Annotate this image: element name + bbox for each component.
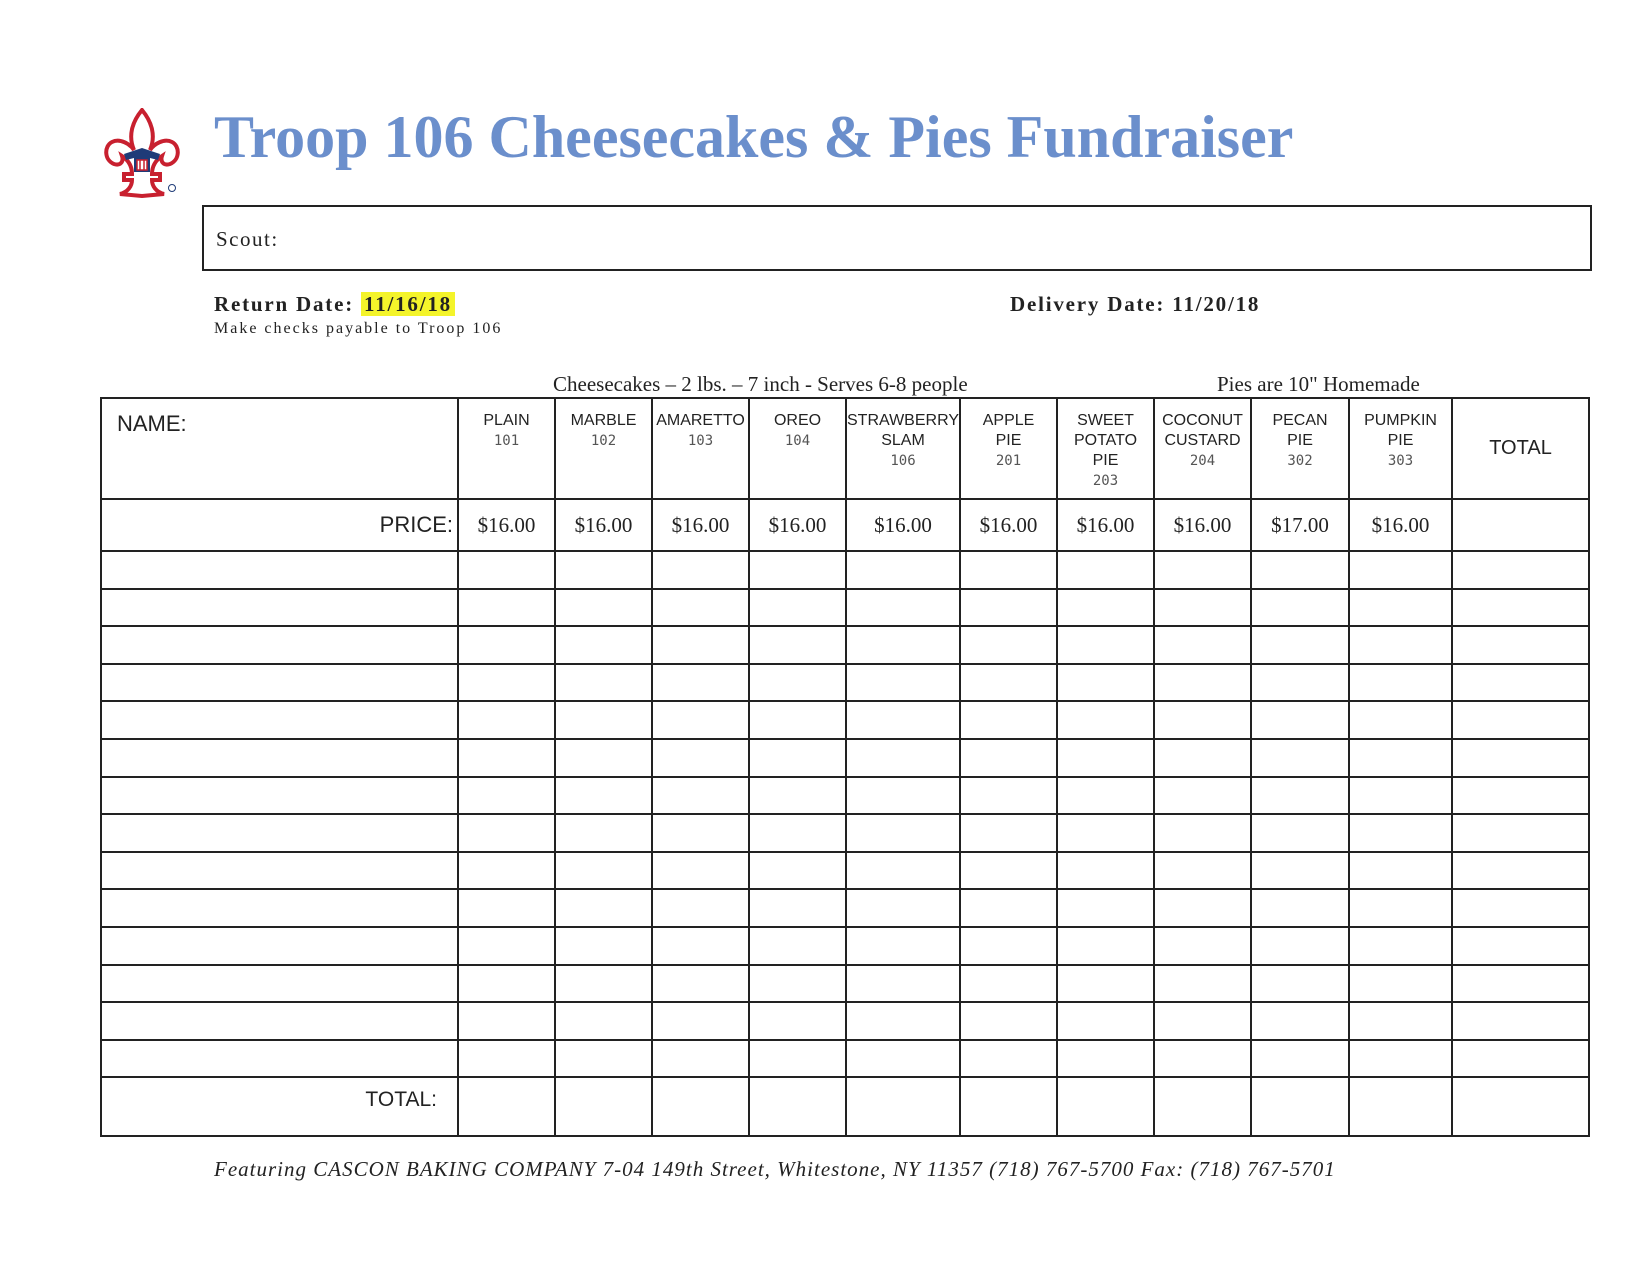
quantity-cell[interactable] <box>1154 551 1251 589</box>
quantity-cell[interactable] <box>652 739 749 777</box>
quantity-cell[interactable] <box>652 965 749 1003</box>
row-total-cell[interactable] <box>1452 777 1589 815</box>
quantity-cell[interactable] <box>1349 589 1452 627</box>
quantity-cell[interactable] <box>1154 664 1251 702</box>
price-cell: $16.00 <box>555 499 652 551</box>
quantity-cell[interactable] <box>458 927 555 965</box>
quantity-cell[interactable] <box>846 927 960 965</box>
order-row <box>101 626 1589 664</box>
product-header <box>846 398 960 499</box>
customer-name-cell[interactable] <box>101 664 458 702</box>
order-row <box>101 589 1589 627</box>
quantity-cell[interactable] <box>1251 739 1349 777</box>
quantity-cell[interactable] <box>960 589 1057 627</box>
quantity-cell[interactable] <box>749 965 846 1003</box>
quantity-cell[interactable] <box>1154 852 1251 890</box>
footer-credit: Featuring CASCON BAKING COMPANY 7-04 149th Street, Whitestone, NY 11357 (718) 767-5700 Fax: (718) 767-5701 <box>214 1157 1336 1181</box>
product-code: 106 <box>890 453 916 469</box>
fleur-de-lis-emblem <box>102 108 182 198</box>
price-cell: $16.00 <box>1154 499 1251 551</box>
row-total-cell[interactable] <box>1452 551 1589 589</box>
product-header <box>960 398 1057 499</box>
quantity-cell[interactable] <box>458 626 555 664</box>
quantity-cell[interactable] <box>458 814 555 852</box>
quantity-cell[interactable] <box>846 852 960 890</box>
product-name: MARBLE <box>570 412 637 429</box>
checks-payable-note: Make checks payable to Troop 106 <box>214 320 503 337</box>
totals-label: TOTAL: <box>101 1077 458 1136</box>
product-name: APPLE PIE <box>982 412 1035 449</box>
product-code: 101 <box>493 433 520 449</box>
row-total-cell[interactable] <box>1452 626 1589 664</box>
quantity-cell[interactable] <box>749 814 846 852</box>
quantity-cell[interactable] <box>1349 852 1452 890</box>
quantity-cell[interactable] <box>1251 852 1349 890</box>
quantity-cell[interactable] <box>1154 739 1251 777</box>
product-code: 203 <box>1092 473 1119 489</box>
quantity-cell[interactable] <box>458 889 555 927</box>
quantity-cell[interactable] <box>960 701 1057 739</box>
quantity-cell[interactable] <box>652 664 749 702</box>
quantity-cell[interactable] <box>1251 664 1349 702</box>
pies-caption: Pies are 10" Homemade <box>1217 372 1420 396</box>
quantity-cell[interactable] <box>1251 1002 1349 1040</box>
quantity-cell[interactable] <box>458 852 555 890</box>
quantity-cell[interactable] <box>1251 889 1349 927</box>
quantity-cell[interactable] <box>846 889 960 927</box>
quantity-cell[interactable] <box>1251 777 1349 815</box>
total-header: TOTAL <box>1452 398 1589 499</box>
quantity-cell[interactable] <box>555 739 652 777</box>
product-header <box>652 398 749 499</box>
column-total-cell[interactable] <box>1349 1077 1452 1136</box>
quantity-cell[interactable] <box>555 927 652 965</box>
quantity-cell[interactable] <box>1349 965 1452 1003</box>
row-total-cell[interactable] <box>1452 814 1589 852</box>
column-total-cell[interactable] <box>1057 1077 1154 1136</box>
column-total-cell[interactable] <box>846 1077 960 1136</box>
order-row <box>101 664 1589 702</box>
product-header <box>1349 398 1452 499</box>
quantity-cell[interactable] <box>652 701 749 739</box>
quantity-cell[interactable] <box>846 1002 960 1040</box>
order-row <box>101 701 1589 739</box>
quantity-cell[interactable] <box>652 626 749 664</box>
quantity-cell[interactable] <box>555 777 652 815</box>
price-cell: $16.00 <box>749 499 846 551</box>
price-total-cell[interactable] <box>1452 499 1589 551</box>
quantity-cell[interactable] <box>1349 626 1452 664</box>
customer-name-cell[interactable] <box>101 814 458 852</box>
product-code: 102 <box>590 433 617 449</box>
quantity-cell[interactable] <box>749 852 846 890</box>
quantity-cell[interactable] <box>1251 626 1349 664</box>
quantity-cell[interactable] <box>1057 852 1154 890</box>
product-header <box>1154 398 1251 499</box>
quantity-cell[interactable] <box>652 1040 749 1078</box>
product-name: OREO <box>773 412 822 429</box>
customer-name-cell[interactable] <box>101 852 458 890</box>
quantity-cell[interactable] <box>555 701 652 739</box>
order-row <box>101 927 1589 965</box>
quantity-cell[interactable] <box>749 551 846 589</box>
header-row <box>101 398 1589 499</box>
quantity-cell[interactable] <box>458 965 555 1003</box>
quantity-cell[interactable] <box>960 927 1057 965</box>
quantity-cell[interactable] <box>458 777 555 815</box>
quantity-cell[interactable] <box>749 777 846 815</box>
row-total-cell[interactable] <box>1452 852 1589 890</box>
quantity-cell[interactable] <box>555 1040 652 1078</box>
quantity-cell[interactable] <box>458 739 555 777</box>
order-row <box>101 551 1589 589</box>
price-cell: $16.00 <box>1057 499 1154 551</box>
customer-name-cell[interactable] <box>101 889 458 927</box>
price-cell: $16.00 <box>960 499 1057 551</box>
quantity-cell[interactable] <box>846 814 960 852</box>
quantity-cell[interactable] <box>555 965 652 1003</box>
scout-field[interactable] <box>202 205 1592 271</box>
product-name: COCONUT CUSTARD <box>1162 412 1243 449</box>
product-name: PUMPKIN PIE <box>1364 412 1437 449</box>
order-table <box>100 397 1590 1137</box>
customer-name-cell[interactable] <box>101 927 458 965</box>
quantity-cell[interactable] <box>1251 551 1349 589</box>
quantity-cell[interactable] <box>1349 777 1452 815</box>
order-row <box>101 1002 1589 1040</box>
product-header <box>749 398 846 499</box>
quantity-cell[interactable] <box>1154 927 1251 965</box>
quantity-cell[interactable] <box>555 589 652 627</box>
quantity-cell[interactable] <box>458 1002 555 1040</box>
totals-row <box>101 1077 1589 1136</box>
quantity-cell[interactable] <box>749 889 846 927</box>
quantity-cell[interactable] <box>652 1002 749 1040</box>
row-total-cell[interactable] <box>1452 664 1589 702</box>
quantity-cell[interactable] <box>1251 814 1349 852</box>
customer-name-cell[interactable] <box>101 965 458 1003</box>
quantity-cell[interactable] <box>652 889 749 927</box>
order-row <box>101 889 1589 927</box>
customer-name-cell[interactable] <box>101 701 458 739</box>
product-code: 201 <box>995 453 1022 469</box>
quantity-cell[interactable] <box>1057 551 1154 589</box>
product-name: SWEET POTATO PIE <box>1073 412 1138 469</box>
customer-name-cell[interactable] <box>101 777 458 815</box>
column-total-cell[interactable] <box>555 1077 652 1136</box>
order-row <box>101 852 1589 890</box>
quantity-cell[interactable] <box>652 852 749 890</box>
quantity-cell[interactable] <box>652 589 749 627</box>
quantity-cell[interactable] <box>652 551 749 589</box>
row-total-cell[interactable] <box>1452 589 1589 627</box>
order-row <box>101 965 1589 1003</box>
row-total-cell[interactable] <box>1452 1040 1589 1078</box>
quantity-cell[interactable] <box>458 701 555 739</box>
return-date <box>214 292 455 317</box>
page-title: Troop 106 Cheesecakes & Pies Fundraiser <box>214 104 1294 170</box>
name-header: NAME: <box>101 398 458 499</box>
quantity-cell[interactable] <box>1057 739 1154 777</box>
price-label: PRICE: <box>101 499 458 551</box>
quantity-cell[interactable] <box>1057 777 1154 815</box>
quantity-cell[interactable] <box>555 814 652 852</box>
row-total-cell[interactable] <box>1452 739 1589 777</box>
quantity-cell[interactable] <box>1057 589 1154 627</box>
column-total-cell[interactable] <box>960 1077 1057 1136</box>
quantity-cell[interactable] <box>846 739 960 777</box>
quantity-cell[interactable] <box>749 739 846 777</box>
quantity-cell[interactable] <box>652 927 749 965</box>
return-date-value: 11/16/18 <box>361 292 455 316</box>
column-total-cell[interactable] <box>1154 1077 1251 1136</box>
quantity-cell[interactable] <box>960 739 1057 777</box>
quantity-cell[interactable] <box>1057 1040 1154 1078</box>
quantity-cell[interactable] <box>960 551 1057 589</box>
quantity-cell[interactable] <box>1057 1002 1154 1040</box>
product-code: 302 <box>1287 453 1313 469</box>
quantity-cell[interactable] <box>1154 777 1251 815</box>
product-header <box>555 398 652 499</box>
quantity-cell[interactable] <box>1057 626 1154 664</box>
quantity-cell[interactable] <box>1154 814 1251 852</box>
quantity-cell[interactable] <box>1349 1002 1452 1040</box>
quantity-cell[interactable] <box>652 814 749 852</box>
column-total-cell[interactable] <box>458 1077 555 1136</box>
quantity-cell[interactable] <box>749 664 846 702</box>
quantity-cell[interactable] <box>1154 1040 1251 1078</box>
price-cell: $16.00 <box>1349 499 1452 551</box>
quantity-cell[interactable] <box>846 1040 960 1078</box>
product-header <box>1057 398 1154 499</box>
scout-label: Scout: <box>216 227 279 251</box>
delivery-date <box>1010 292 1260 317</box>
quantity-cell[interactable] <box>960 626 1057 664</box>
row-total-cell[interactable] <box>1452 927 1589 965</box>
product-header <box>458 398 555 499</box>
customer-name-cell[interactable] <box>101 1040 458 1078</box>
column-total-cell[interactable] <box>1452 1077 1589 1136</box>
quantity-cell[interactable] <box>1349 889 1452 927</box>
quantity-cell[interactable] <box>1057 889 1154 927</box>
quantity-cell[interactable] <box>846 626 960 664</box>
customer-name-cell[interactable] <box>101 589 458 627</box>
quantity-cell[interactable] <box>1251 927 1349 965</box>
quantity-cell[interactable] <box>1057 701 1154 739</box>
quantity-cell[interactable] <box>1349 551 1452 589</box>
quantity-cell[interactable] <box>1349 664 1452 702</box>
order-row <box>101 814 1589 852</box>
quantity-cell[interactable] <box>846 777 960 815</box>
quantity-cell[interactable] <box>749 701 846 739</box>
order-row <box>101 1040 1589 1078</box>
quantity-cell[interactable] <box>1349 1040 1452 1078</box>
quantity-cell[interactable] <box>846 965 960 1003</box>
quantity-cell[interactable] <box>555 551 652 589</box>
quantity-cell[interactable] <box>1154 965 1251 1003</box>
quantity-cell[interactable] <box>1154 889 1251 927</box>
quantity-cell[interactable] <box>1154 626 1251 664</box>
price-row <box>101 499 1589 551</box>
price-cell: $17.00 <box>1251 499 1349 551</box>
quantity-cell[interactable] <box>846 701 960 739</box>
quantity-cell[interactable] <box>1057 965 1154 1003</box>
product-code: 104 <box>784 433 811 449</box>
quantity-cell[interactable] <box>960 1040 1057 1078</box>
quantity-cell[interactable] <box>1154 1002 1251 1040</box>
customer-name-cell[interactable] <box>101 626 458 664</box>
quantity-cell[interactable] <box>749 626 846 664</box>
quantity-cell[interactable] <box>555 852 652 890</box>
quantity-cell[interactable] <box>960 814 1057 852</box>
quantity-cell[interactable] <box>846 589 960 627</box>
quantity-cell[interactable] <box>1349 814 1452 852</box>
return-date-label: Return Date: <box>214 292 354 316</box>
quantity-cell[interactable] <box>749 1002 846 1040</box>
quantity-cell[interactable] <box>458 664 555 702</box>
product-name: PLAIN <box>483 412 530 429</box>
delivery-date-value: 11/20/18 <box>1172 292 1261 316</box>
quantity-cell[interactable] <box>960 889 1057 927</box>
quantity-cell[interactable] <box>458 551 555 589</box>
customer-name-cell[interactable] <box>101 739 458 777</box>
quantity-cell[interactable] <box>1057 664 1154 702</box>
product-name: AMARETTO <box>656 412 745 429</box>
order-row <box>101 777 1589 815</box>
order-row <box>101 739 1589 777</box>
quantity-cell[interactable] <box>458 589 555 627</box>
cheesecakes-caption: Cheesecakes – 2 lbs. – 7 inch - Serves 6-8 people <box>553 372 968 396</box>
quantity-cell[interactable] <box>960 1002 1057 1040</box>
quantity-cell[interactable] <box>960 965 1057 1003</box>
quantity-cell[interactable] <box>1349 927 1452 965</box>
price-cell: $16.00 <box>458 499 555 551</box>
quantity-cell[interactable] <box>555 889 652 927</box>
quantity-cell[interactable] <box>960 777 1057 815</box>
quantity-cell[interactable] <box>1251 701 1349 739</box>
row-total-cell[interactable] <box>1452 701 1589 739</box>
quantity-cell[interactable] <box>1057 814 1154 852</box>
quantity-cell[interactable] <box>1251 965 1349 1003</box>
customer-name-cell[interactable] <box>101 1002 458 1040</box>
quantity-cell[interactable] <box>458 1040 555 1078</box>
quantity-cell[interactable] <box>652 777 749 815</box>
quantity-cell[interactable] <box>749 927 846 965</box>
delivery-date-label: Delivery Date: <box>1010 292 1166 316</box>
quantity-cell[interactable] <box>1349 739 1452 777</box>
row-total-cell[interactable] <box>1452 1002 1589 1040</box>
quantity-cell[interactable] <box>846 551 960 589</box>
quantity-cell[interactable] <box>960 852 1057 890</box>
product-code: 303 <box>1387 453 1414 469</box>
quantity-cell[interactable] <box>555 1002 652 1040</box>
price-cell: $16.00 <box>652 499 749 551</box>
quantity-cell[interactable] <box>1251 1040 1349 1078</box>
row-total-cell[interactable] <box>1452 889 1589 927</box>
quantity-cell[interactable] <box>1154 701 1251 739</box>
product-code: 103 <box>687 433 714 449</box>
quantity-cell[interactable] <box>846 664 960 702</box>
quantity-cell[interactable] <box>1154 589 1251 627</box>
product-name: STRAWBERRY SLAM <box>847 412 960 449</box>
quantity-cell[interactable] <box>1251 589 1349 627</box>
quantity-cell[interactable] <box>1057 927 1154 965</box>
price-cell: $16.00 <box>846 499 960 551</box>
quantity-cell[interactable] <box>1349 701 1452 739</box>
product-code: 204 <box>1189 453 1216 469</box>
row-total-cell[interactable] <box>1452 965 1589 1003</box>
quantity-cell[interactable] <box>960 664 1057 702</box>
quantity-cell[interactable] <box>555 664 652 702</box>
customer-name-cell[interactable] <box>101 551 458 589</box>
column-total-cell[interactable] <box>652 1077 749 1136</box>
quantity-cell[interactable] <box>749 1040 846 1078</box>
product-name: PECAN PIE <box>1272 412 1328 449</box>
product-header <box>1251 398 1349 499</box>
quantity-cell[interactable] <box>749 589 846 627</box>
column-total-cell[interactable] <box>1251 1077 1349 1136</box>
quantity-cell[interactable] <box>555 626 652 664</box>
column-total-cell[interactable] <box>749 1077 846 1136</box>
